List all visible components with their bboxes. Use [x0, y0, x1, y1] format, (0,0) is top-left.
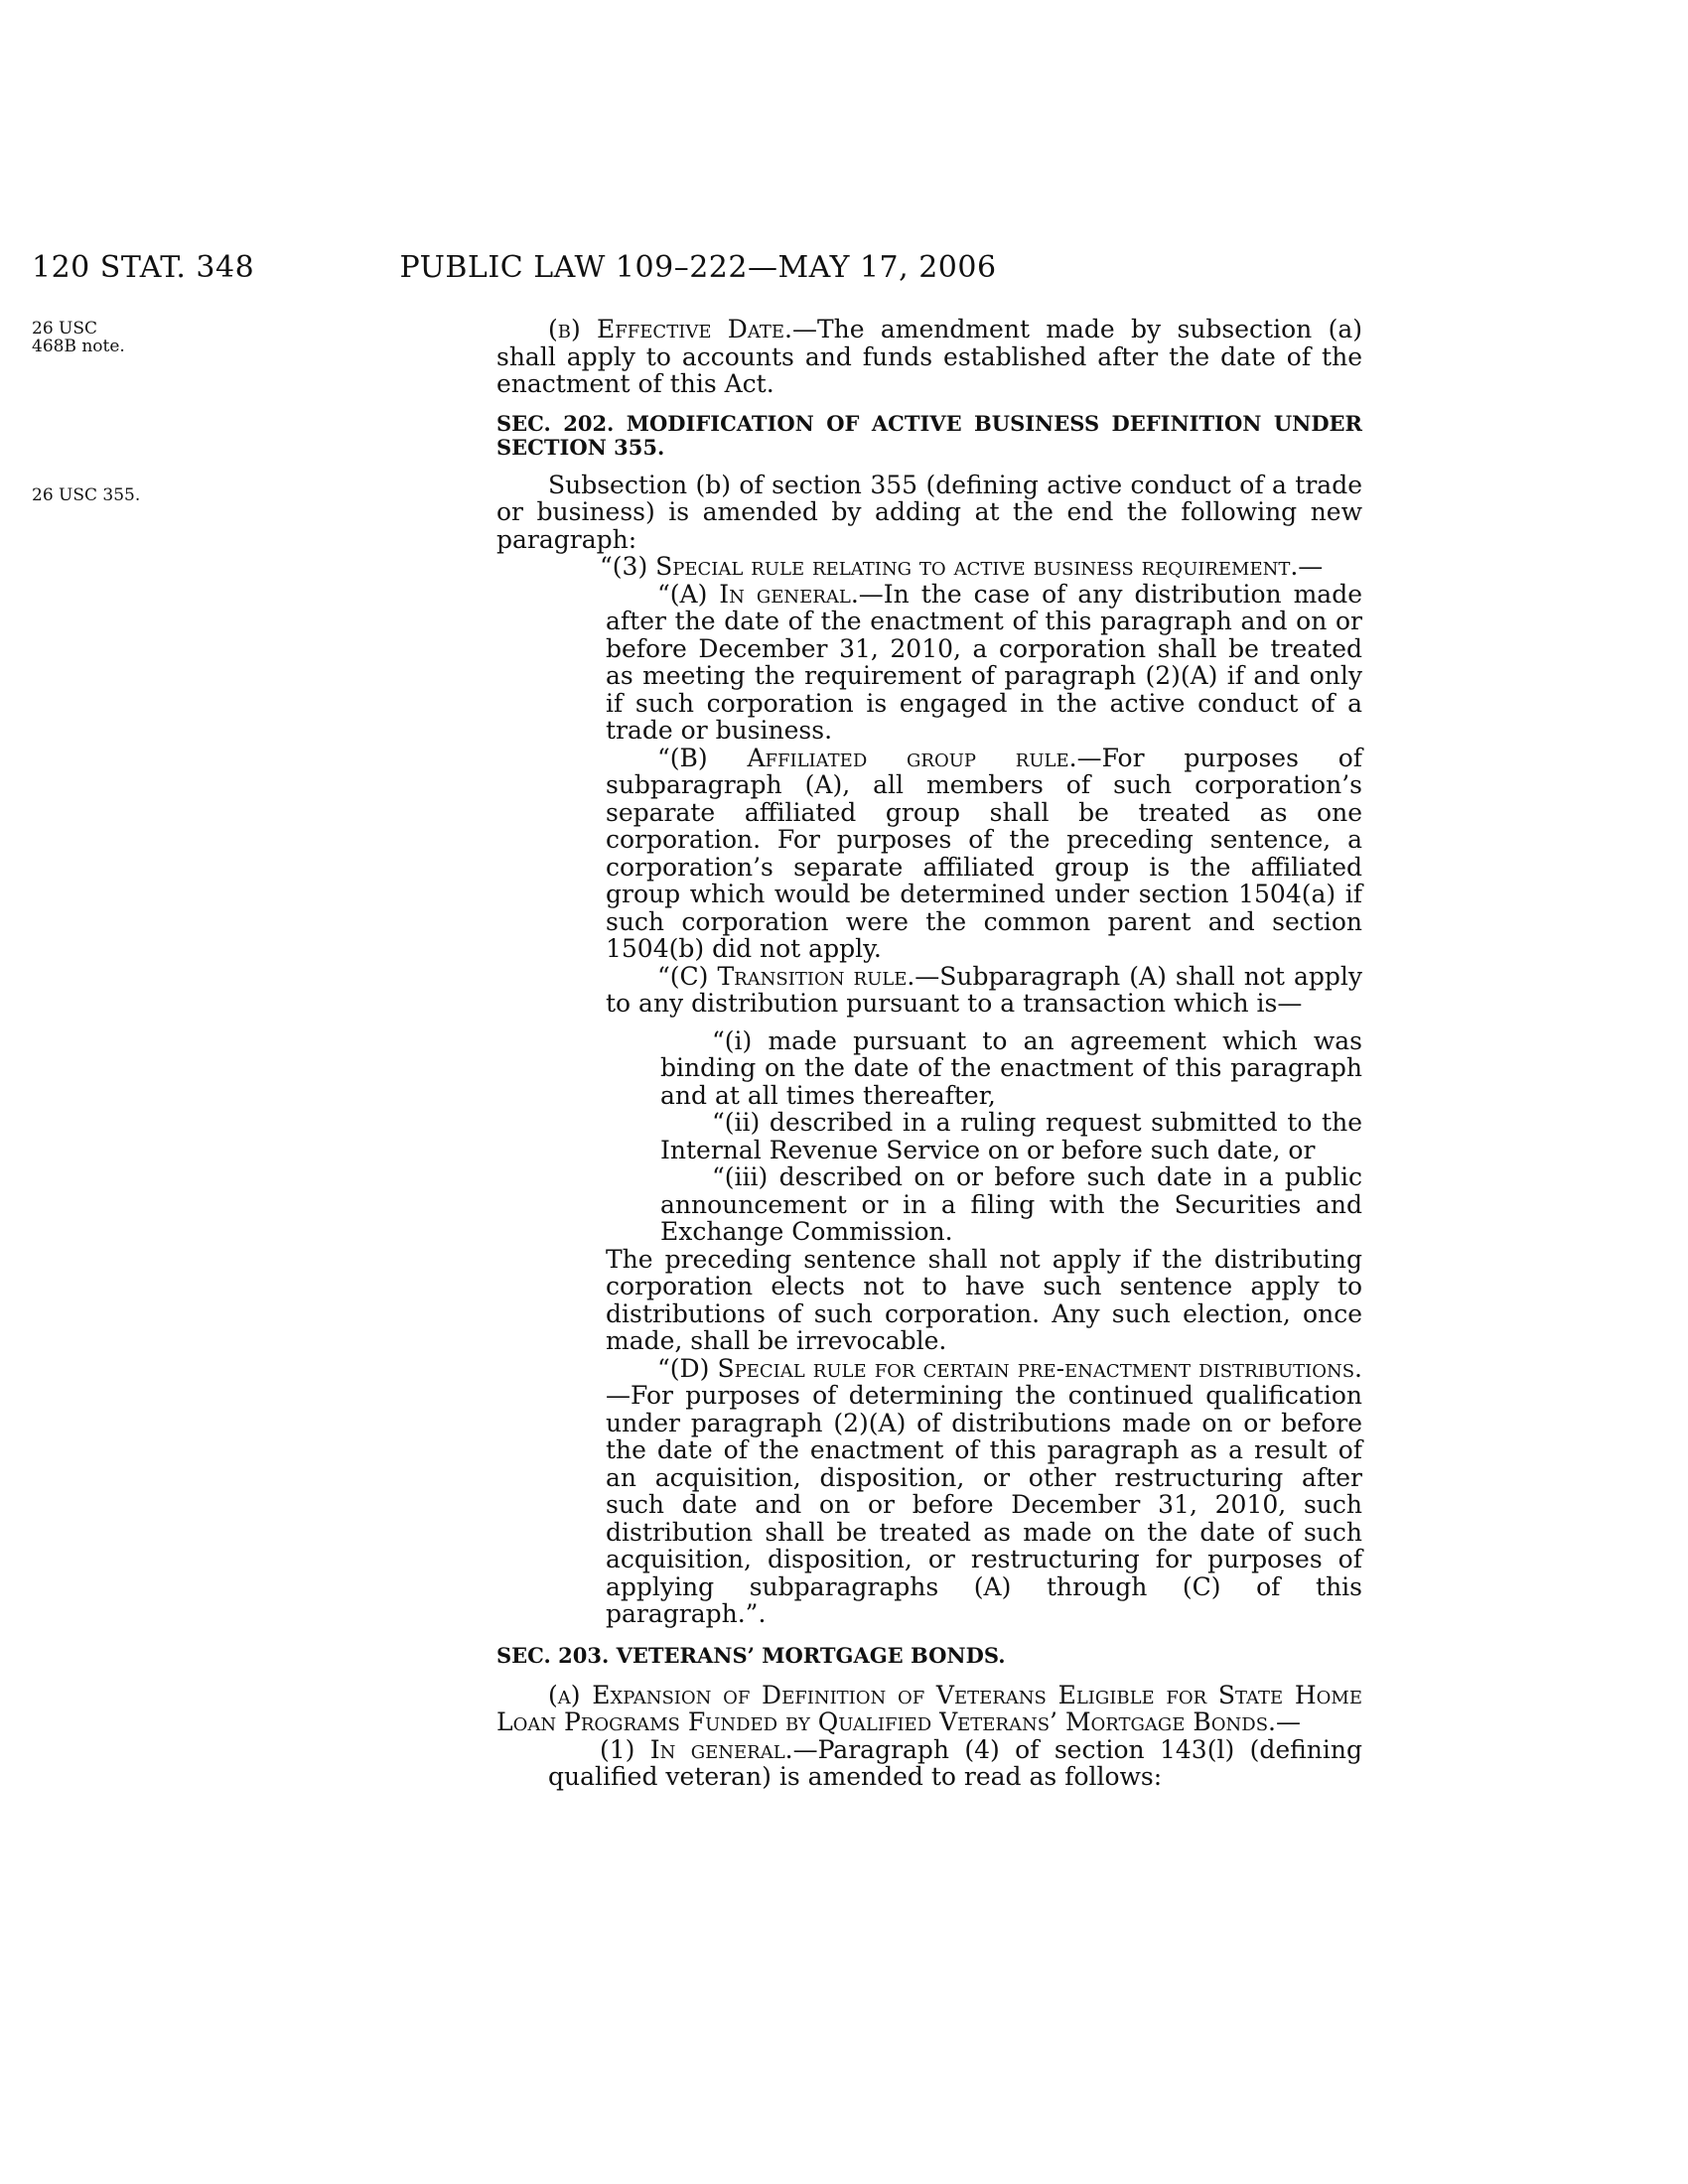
subparagraph-c-text: —Subparagraph (A) shall not apply to any distribution pursuant to a transaction which is— — [606, 961, 1362, 1018]
effective-date-label: (b) Effective Date. — [548, 315, 792, 343]
sec-202-heading-text: SEC. 202. MODIFICATION OF ACTIVE BUSINESS DEFINITION UNDER SECTION 355. — [496, 410, 1362, 460]
effective-date-text: —The amendment made by subsection (a) shall apply to accounts and funds established after the date of the enactment of this Act. — [496, 315, 1362, 398]
clause-ii: “(ii) described in a ruling request submitted to the Internal Revenue Service on or before such date, or — [660, 1108, 1362, 1164]
paragraph-1-in-general — [496, 1736, 1362, 1791]
stat-page-number: 120 STAT. 348 — [32, 250, 255, 285]
margin-note-355: 26 USC 355. — [32, 485, 141, 505]
clause-iii: “(iii) described on or before such date in a public announcement or in a filing with the Securities and Exchange Commission. — [660, 1162, 1362, 1246]
sec-202-heading — [496, 412, 1362, 460]
body-text — [496, 316, 1362, 1791]
subparagraph-b-label: “(B) Affiliated group rule. — [657, 743, 1077, 772]
subparagraph-d-text: —For purposes of determining the continued qualification under paragraph (2)(A) of distributions made on or before the date of the enactment of this paragraph as a result of an acquisition, disposition, or other restructuring after such date and on or before December 31, 2010, such distribution shall be treated as made on the date of such acquisition, disposition, or restructuring for purposes of applying subparagraphs (A) through (C) of this paragraph.”. — [606, 1381, 1362, 1628]
subparagraph-d — [496, 1355, 1362, 1628]
paragraph-3-heading: “(3) Special rule relating to active business requirement.— — [600, 552, 1324, 581]
subparagraph-a — [496, 581, 1362, 745]
page-header — [32, 250, 1364, 294]
subparagraph-a-text: —In the case of any distribution made after the date of the enactment of this paragraph and on or before December 31, 2010, a corporation shall be treated as meeting the requirement of paragraph (2)(A) if and only if such corporation is engaged in the active conduct of a trade or business. — [606, 579, 1362, 745]
subparagraph-b-text: —For purposes of subparagraph (A), all members of such corporation’s separate affiliated group shall be treated as one corporation. For purposes of the preceding sentence, a corporation’s separate affiliated group is the affiliated group which would be determined under section 1504(a) if such corporation were the common parent and section 1504(b) did not apply. — [606, 743, 1362, 963]
subparagraph-a-label: “(A) In general. — [657, 579, 859, 609]
paragraph-1-text: —Paragraph (4) of section 143(l) (defining qualified veteran) is amended to read as follows: — [548, 1734, 1362, 1791]
paragraph-1-label: (1) In general. — [600, 1734, 793, 1764]
subparagraph-d-label: “(D) Special rule for certain pre-enactment distributions. — [657, 1353, 1362, 1383]
sec-202-intro: Subsection (b) of section 355 (defining active conduct of a trade or business) is amended by adding at the end the following new paragraph: — [496, 470, 1362, 554]
margin-note-468b: 26 USC 468B note. — [32, 319, 125, 356]
subparagraph-c-flush-text: The preceding sentence shall not apply if the distributing corporation elects not to have such sentence apply to distributions of such corporation. Any such election, once made, shall be irrevocable. — [606, 1244, 1362, 1355]
subparagraph-b — [496, 745, 1362, 963]
subparagraph-c — [496, 963, 1362, 1018]
effective-date-paragraph — [496, 316, 1362, 398]
running-head: PUBLIC LAW 109–222—MAY 17, 2006 — [399, 250, 997, 285]
subparagraph-c-label: “(C) Transition rule. — [657, 961, 915, 991]
sec-203-heading: SEC. 203. VETERANS’ MORTGAGE BONDS. — [496, 1642, 1006, 1668]
clause-i: “(i) made pursuant to an agreement which was binding on the date of the enactment of this paragraph and at all times thereafter, — [660, 1025, 1362, 1110]
subsection-a-expansion-heading: (a) Expansion of Definition of Veterans Eligible for State Home Loan Programs Funded by Qualified Veterans’ Mortgage Bonds.— — [496, 1680, 1362, 1736]
